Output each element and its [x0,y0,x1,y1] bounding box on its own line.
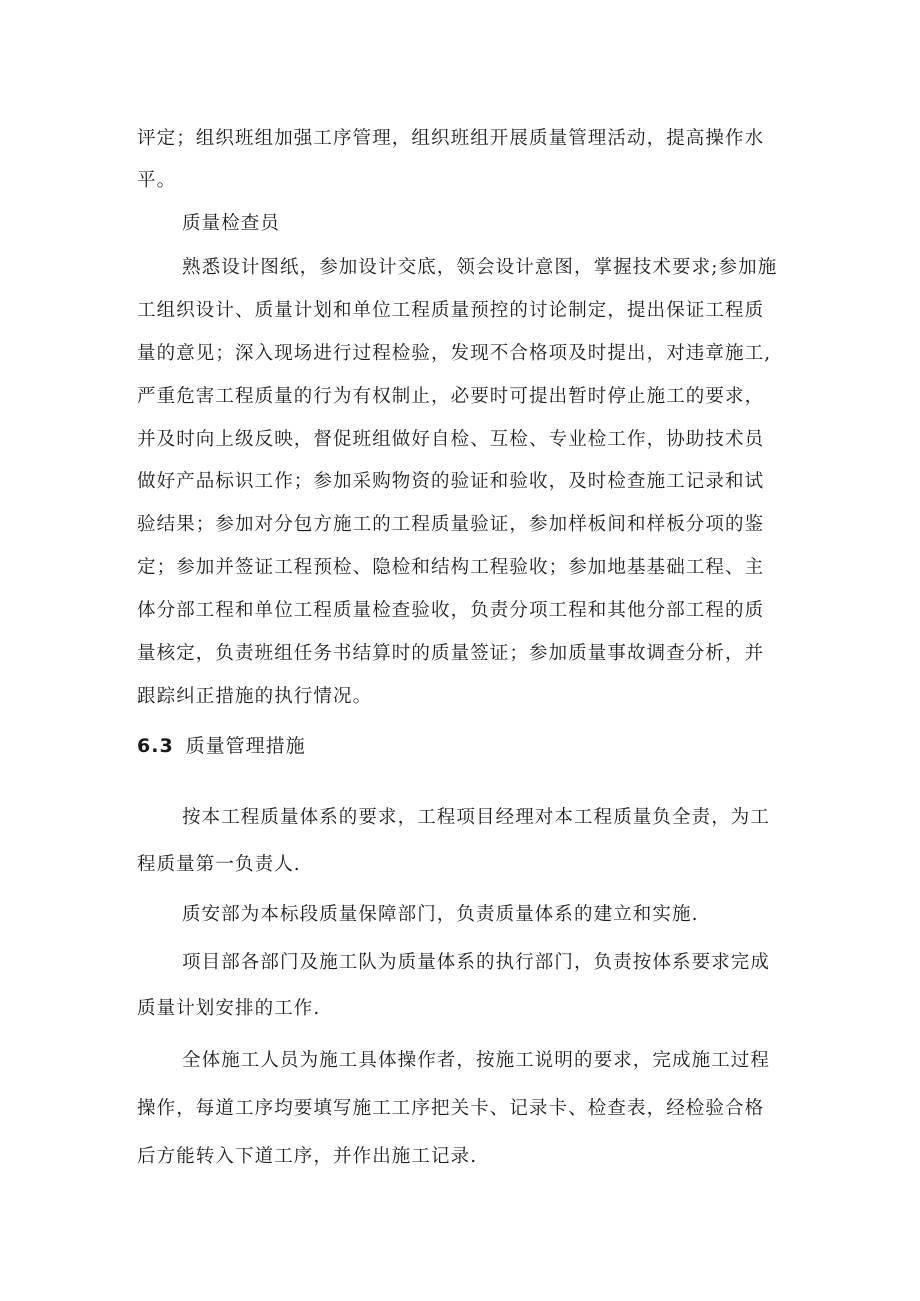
text-line: 质量计划安排的工作. [137,998,321,1019]
text-line: 评定；组织班组加强工序管理，组织班组开展质量管理活动，提高操作水 [137,128,765,149]
section-title: 质量管理措施 [185,735,306,757]
text-line: 质安部为本标段质量保障部门，负责质量体系的建立和实施. [182,904,699,925]
text-line: 程质量第一负责人. [137,854,301,875]
text-line: 工组织设计、质量计划和单位工程质量预控的讨论制定，提出保证工程质 [137,300,765,321]
role-title: 质量检查员 [182,213,281,234]
text-line: 量核定，负责班组任务书结算时的质量签证；参加质量事故调查分析，并 [137,643,765,664]
text-line: 全体施工人员为施工具体操作者，按施工说明的要求，完成施工过程 [182,1050,771,1071]
text-line: 按本工程质量体系的要求，工程项目经理对本工程质量负全责，为工 [182,807,771,828]
text-line: 平。 [137,170,177,191]
text-line: 严重危害工程质量的行为有权制止，必要时可提出暂时停止施工的要求， [137,386,765,407]
text-line: 定；参加并签证工程预检、隐检和结构工程验收；参加地基基础工程、主 [137,557,765,578]
text-line: 跟踪纠正措施的执行情况。 [137,686,373,707]
section-number: 6.3 [137,735,174,757]
text-line: 熟悉设计图纸，参加设计交底，领会设计意图，掌握技术要求;参加施 [182,257,778,278]
section-heading [137,734,306,758]
text-line: 项目部各部门及施工队为质量体系的执行部门，负责按体系要求完成 [182,952,771,973]
text-line: 体分部工程和单位工程质量检查验收，负责分项工程和其他分部工程的质 [137,600,765,621]
text-line: 并及时向上级反映，督促班组做好自检、互检、专业检工作，协助技术员 [137,429,765,450]
text-line: 操作，每道工序均要填写施工工序把关卡、记录卡、检查表，经检验合格 [137,1098,765,1119]
text-line: 做好产品标识工作；参加采购物资的验证和验收，及时检查施工记录和试 [137,471,765,492]
text-line: 后方能转入下道工序，并作出施工记录. [137,1146,478,1167]
text-line: 验结果；参加对分包方施工的工程质量验证，参加样板间和样板分项的鉴 [137,514,765,535]
text-line: 量的意见；深入现场进行过程检验，发现不合格项及时提出，对违章施工, [137,343,772,364]
